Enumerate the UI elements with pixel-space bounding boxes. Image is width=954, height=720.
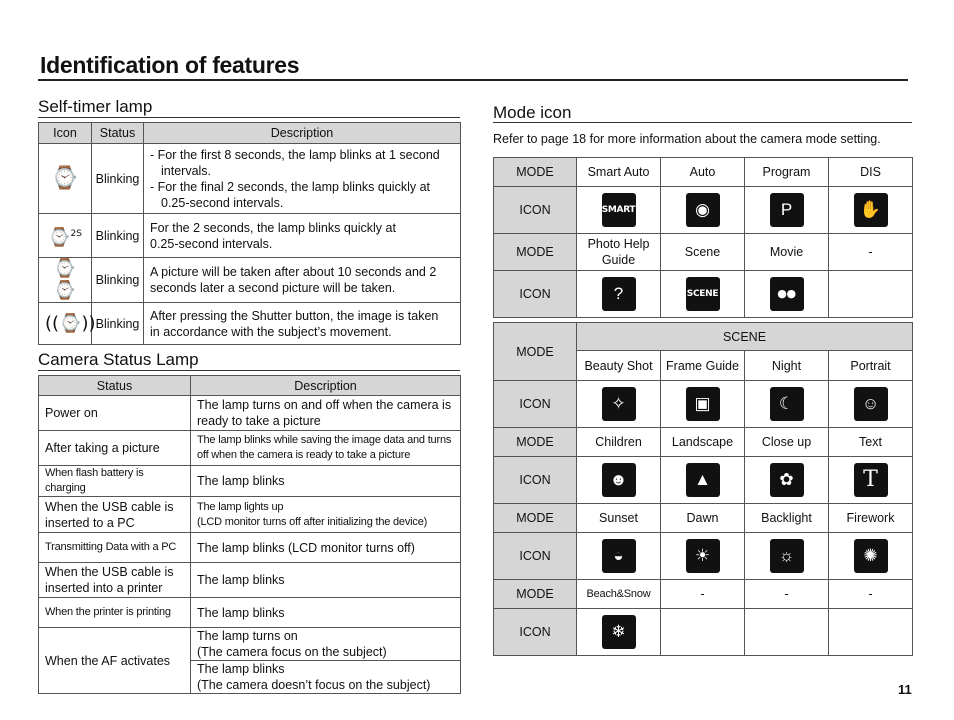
header-status: Status [39, 376, 191, 396]
mode-row [494, 504, 913, 533]
desc-line: The lamp blinks [197, 662, 285, 676]
icon-row [494, 457, 913, 504]
desc-line: (LCD monitor turns off after initializing the device) [197, 515, 428, 528]
desc-line: The lamp lights up [197, 500, 284, 513]
description-cell [144, 303, 461, 345]
mode-label: MODE [494, 234, 577, 271]
description-cell: The lamp blinks (LCD monitor turns off) [191, 533, 461, 563]
desc-line: For the 2 seconds, the lamp blinks quickly at [150, 220, 396, 235]
empty-cell [745, 609, 829, 656]
mode-cell: Beach&Snow [577, 580, 661, 609]
desc-line: (The camera focus on the subject) [197, 645, 387, 659]
description-cell [191, 628, 461, 661]
description-cell [144, 144, 461, 214]
mode-cell: - [829, 580, 913, 609]
mode-cell: Portrait [829, 351, 913, 381]
mode-cell: Text [829, 428, 913, 457]
status-cell: After taking a picture [39, 431, 191, 466]
description-cell [144, 258, 461, 303]
mode-label: MODE [494, 158, 577, 187]
mode-label: MODE [494, 580, 577, 609]
icon-row [494, 271, 913, 318]
movie-icon: ●● [770, 277, 804, 311]
motion-timer-icon: ((⌚)) [39, 303, 92, 345]
mode-cell: Firework [829, 504, 913, 533]
status-cell: Power on [39, 396, 191, 431]
mode-icon-title: Mode icon [493, 103, 572, 122]
page-title: Identification of features [40, 52, 300, 78]
icon-label: ICON [494, 271, 577, 318]
desc-line: 0.25-second intervals. [161, 195, 284, 210]
mode-cell: Landscape [661, 428, 745, 457]
icon-row [494, 187, 913, 234]
mode-row [494, 580, 913, 609]
mode-table-1 [493, 157, 913, 318]
landscape-icon: ▲ [686, 463, 720, 497]
backlight-icon: ☼ [770, 539, 804, 573]
status-cell: Blinking [92, 144, 144, 214]
mode-cell: Scene [661, 234, 745, 271]
status-cell: When flash battery is charging [39, 466, 191, 497]
description-cell [144, 214, 461, 258]
mode-cell: Close up [745, 428, 829, 457]
photo-help-guide-icon: ? [602, 277, 636, 311]
table-row [39, 466, 461, 497]
smart-auto-icon: SMART [602, 193, 636, 227]
status-cell: Blinking [92, 303, 144, 345]
table-row [39, 396, 461, 431]
mode-icon-rule [493, 122, 912, 123]
text-icon: T [854, 463, 888, 497]
empty-cell [661, 609, 745, 656]
status-cell: Blinking [92, 214, 144, 258]
description-cell: The lamp blinks while saving the image data and turns off when the camera is ready to take a picture [191, 431, 461, 466]
camera-status-table [38, 375, 461, 694]
beach-snow-icon: ❄ [602, 615, 636, 649]
self-timer-icon: ⌚ [39, 144, 92, 214]
mode-row [494, 158, 913, 187]
status-cell: Blinking [92, 258, 144, 303]
status-cell: When the AF activates [39, 628, 191, 694]
desc-line: (The camera doesn’t focus on the subject) [197, 678, 431, 692]
description-cell [191, 497, 461, 533]
icon-row [494, 533, 913, 580]
self-timer-title: Self-timer lamp [38, 97, 153, 116]
mode-label: MODE [494, 428, 577, 457]
title-rule [38, 79, 908, 81]
description-cell: The lamp blinks [191, 563, 461, 598]
self-timer-rule [38, 117, 460, 118]
two-second-timer-icon: ⌚$^{2S}$ [39, 214, 92, 258]
desc-line: - For the first 8 seconds, the lamp blinks at 1 second [150, 147, 440, 162]
firework-icon: ✺ [854, 539, 888, 573]
camera-status-title: Camera Status Lamp [38, 350, 199, 369]
mode-cell: - [829, 234, 913, 271]
icon-label: ICON [494, 533, 577, 580]
mode-cell: Movie [745, 234, 829, 271]
mode-label: MODE [494, 504, 577, 533]
desc-line: seconds later a second picture will be taken. [150, 281, 396, 295]
table-row [39, 628, 461, 661]
table-row [39, 214, 461, 258]
icon-label: ICON [494, 381, 577, 428]
table-row [39, 598, 461, 628]
beauty-shot-icon: ✧ [602, 387, 636, 421]
mode-cell: Auto [661, 158, 745, 187]
header-status: Status [92, 123, 144, 144]
description-cell: The lamp blinks [191, 466, 461, 497]
mode-cell: Frame Guide [661, 351, 745, 381]
mode-cell: Sunset [577, 504, 661, 533]
scene-icon: SCENE [686, 277, 720, 311]
desc-line: - For the final 2 seconds, the lamp blinks quickly at [150, 179, 430, 194]
desc-line: in accordance with the subject’s movement. [150, 324, 392, 339]
mode-label: MODE [494, 323, 577, 381]
description-cell: The lamp turns on and off when the camera is ready to take a picture [191, 396, 461, 431]
icon-label: ICON [494, 187, 577, 234]
self-timer-table [38, 122, 461, 345]
status-cell: When the printer is printing [39, 598, 191, 628]
mode-cell: Dawn [661, 504, 745, 533]
table-row [39, 563, 461, 598]
icon-label: ICON [494, 457, 577, 504]
dis-icon: ✋ [854, 193, 888, 227]
frame-guide-icon: ▣ [686, 387, 720, 421]
dawn-icon: ☀ [686, 539, 720, 573]
empty-cell [829, 609, 913, 656]
mode-cell: Night [745, 351, 829, 381]
children-icon: ☻ [602, 463, 636, 497]
header-description: Description [191, 376, 461, 396]
header-icon: Icon [39, 123, 92, 144]
mode-row [494, 234, 913, 271]
mode-cell: Photo Help Guide [577, 234, 661, 271]
desc-line: After pressing the Shutter button, the image is taken [150, 308, 439, 323]
program-icon: P [770, 193, 804, 227]
description-cell [191, 661, 461, 694]
table-row [39, 497, 461, 533]
night-icon: ☾ [770, 387, 804, 421]
header-description: Description [144, 123, 461, 144]
desc-line: A picture will be taken after about 10 seconds and 2 [150, 265, 437, 279]
scene-header: SCENE [577, 323, 913, 351]
desc-line: The lamp turns on [197, 629, 298, 643]
empty-cell [829, 271, 913, 318]
mode-cell: Backlight [745, 504, 829, 533]
double-timer-icon: ⌚⌚ [39, 258, 92, 303]
mode-row [494, 428, 913, 457]
table-row [39, 144, 461, 214]
icon-row [494, 609, 913, 656]
status-cell: Transmitting Data with a PC [39, 533, 191, 563]
icon-row [494, 381, 913, 428]
camera-status-rule [38, 370, 460, 371]
mode-cell: Children [577, 428, 661, 457]
mode-cell: - [745, 580, 829, 609]
table-row [39, 258, 461, 303]
desc-line: 0.25-second intervals. [150, 236, 273, 251]
description-cell: The lamp blinks [191, 598, 461, 628]
mode-note: Refer to page 18 for more information about the camera mode setting. [493, 132, 881, 146]
mode-cell: - [661, 580, 745, 609]
status-cell: When the USB cable is inserted into a printer [39, 563, 191, 598]
auto-icon: ◉ [686, 193, 720, 227]
mode-cell: DIS [829, 158, 913, 187]
mode-cell: Beauty Shot [577, 351, 661, 381]
mode-cell: Program [745, 158, 829, 187]
icon-label: ICON [494, 609, 577, 656]
mode-table-2 [493, 322, 913, 656]
status-cell: When the USB cable is inserted to a PC [39, 497, 191, 533]
portrait-icon: ☺ [854, 387, 888, 421]
mode-cell: Smart Auto [577, 158, 661, 187]
table-row [39, 431, 461, 466]
close-up-icon: ✿ [770, 463, 804, 497]
desc-line: intervals. [161, 163, 212, 178]
page-number: 11 [898, 682, 912, 697]
table-row [39, 303, 461, 345]
table-row [39, 533, 461, 563]
sunset-icon: ◒ [602, 539, 636, 573]
